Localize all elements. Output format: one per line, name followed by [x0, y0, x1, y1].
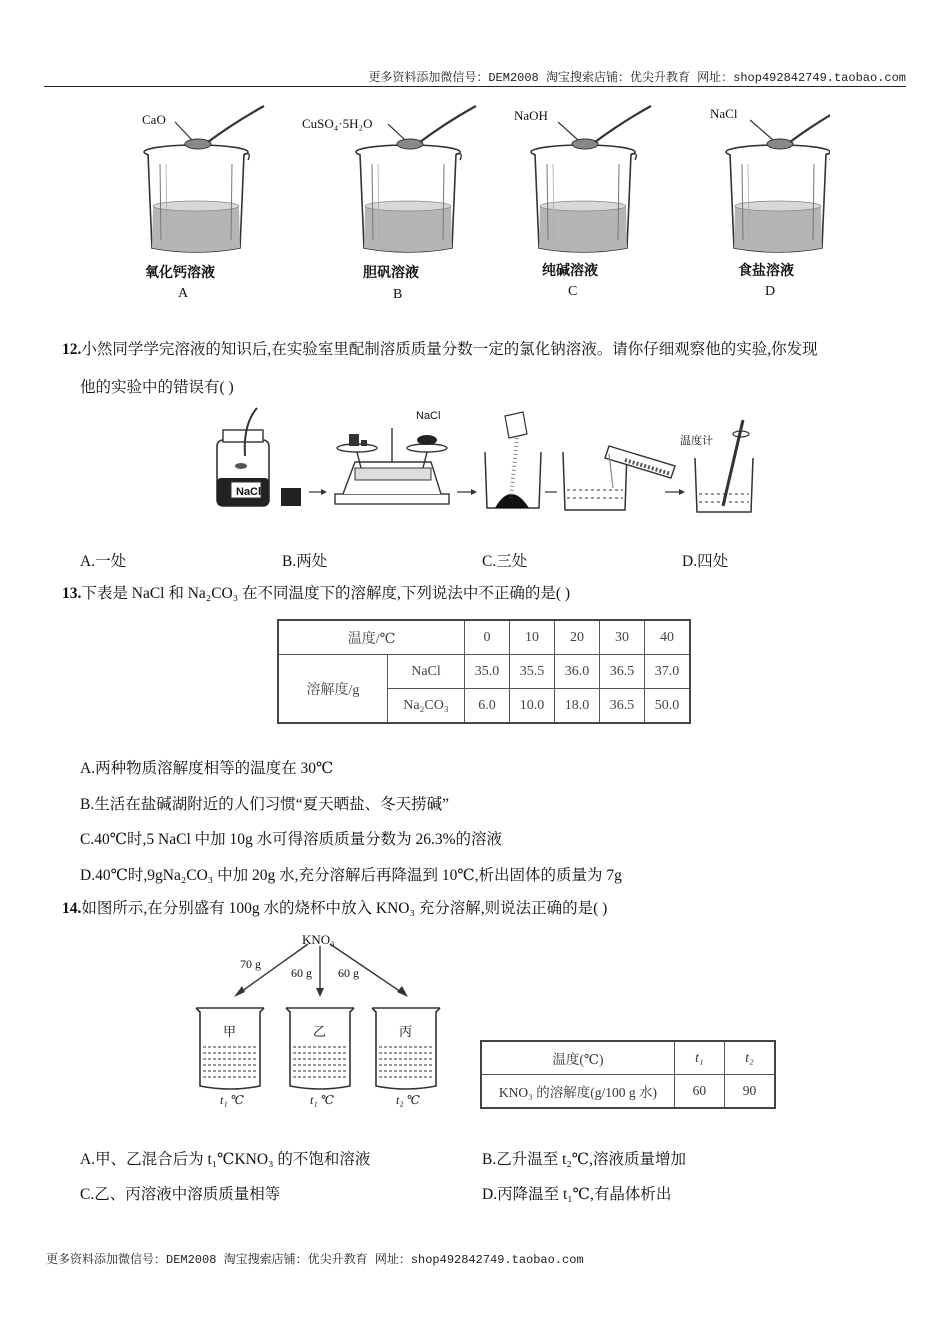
temp-40: 40	[645, 620, 691, 655]
q12-text: 小然同学学完溶液的知识后,在实验室里配制溶质质量分数一定的氯化钠溶液。请你仔细观察他的实验,你发现	[81, 341, 818, 358]
q13-solubility-table	[277, 619, 691, 724]
mass-yi: 60 g	[291, 966, 312, 980]
thermometer-label: 温度计	[680, 434, 713, 447]
kno3-temp-header: 温度(℃)	[481, 1041, 674, 1075]
beaker-d-letter: D	[765, 284, 776, 299]
q12-option-a[interactable]: A.一处	[80, 553, 127, 570]
row-nacl-name: NaCl	[388, 655, 465, 689]
q13-option-c[interactable]: C.40℃时,5 NaCl 中加 10g 水可得溶质质量分数为 26.3%的溶液	[80, 831, 503, 848]
q14-option-a[interactable]: A.甲、乙混合后为 t₁℃KNO₃ 的不饱和溶液	[80, 1151, 371, 1168]
beaker-d-label: 食盐溶液	[738, 263, 794, 279]
cell: 50.0	[645, 689, 691, 724]
beaker-a-chem: CaO	[142, 112, 166, 127]
beaker-d	[726, 106, 830, 252]
q14-stem	[62, 899, 607, 919]
beaker-a-letter: A	[178, 286, 189, 301]
temp-10: 10	[510, 620, 555, 655]
beakers-figure	[130, 100, 830, 270]
beaker-a-label: 氧化钙溶液	[145, 265, 215, 281]
mass-bing: 60 g	[338, 966, 359, 980]
dish-label: NaCl	[416, 410, 441, 422]
beaker-b-letter: B	[393, 287, 403, 302]
mass-jia: 70 g	[240, 957, 261, 971]
temp-20: 20	[555, 620, 600, 655]
kno3-temp-t2: t₂	[724, 1041, 775, 1075]
cell: 10.0	[510, 689, 555, 724]
header-divider	[44, 86, 906, 87]
beaker-jia-name: 甲	[223, 1024, 237, 1039]
q12-option-c[interactable]: C.三处	[482, 553, 528, 570]
beaker-pour-solid	[485, 412, 541, 508]
beaker-yi-name: 乙	[313, 1024, 327, 1039]
temp-0: 0	[465, 620, 510, 655]
jar-stopper	[281, 488, 301, 506]
q12-number: 12.	[62, 341, 82, 358]
beaker-jia-temp: t₁ ℃	[220, 1093, 244, 1107]
q14-option-d[interactable]: D.丙降温至 t₁℃,有晶体析出	[482, 1186, 672, 1203]
beaker-c-letter: C	[568, 284, 578, 299]
kno3-temp-t1: t₁	[674, 1041, 724, 1075]
q13-option-a[interactable]: A.两种物质溶解度相等的温度在 30℃	[80, 760, 334, 777]
kno3-solubility-header: KNO₃ 的溶解度(g/100 g 水)	[481, 1075, 674, 1109]
cell: 36.5	[600, 655, 645, 689]
q14-text: 如图所示,在分别盛有 100g 水的烧杯中放入 KNO₃ 充分溶解,则说法正确的是( )	[81, 900, 608, 917]
cell: 36.5	[600, 689, 645, 724]
beaker-b	[356, 106, 476, 252]
beaker-c-chem: NaOH	[514, 108, 548, 123]
cell: 18.0	[555, 689, 600, 724]
cell: 35.5	[510, 655, 555, 689]
q12-stem-line2: 他的实验中的错误有( )	[80, 379, 234, 396]
q12-stem-line1	[62, 340, 818, 360]
q13-option-b[interactable]: B.生活在盐碱湖附近的人们习惯“夏天晒盐、冬天捞碱”	[80, 796, 449, 813]
q14-number: 14.	[62, 900, 82, 917]
beaker-c	[531, 106, 651, 252]
q13-text: 下表是 NaCl 和 Na₂CO₃ 在不同温度下的溶解度,下列说法中不正确的是( )	[81, 585, 571, 602]
cell: 6.0	[465, 689, 510, 724]
q12-option-b[interactable]: B.两处	[282, 553, 328, 570]
q13-stem	[62, 584, 570, 604]
beaker-bing-name: 丙	[399, 1024, 413, 1039]
page-footer: 更多资料添加微信号：DEM2008 淘宝搜索店铺：优尖升教育 网址：shop492842749.taobao.com	[46, 1253, 584, 1267]
q14-option-c[interactable]: C.乙、丙溶液中溶质质量相等	[80, 1186, 281, 1203]
row-na2co3-name: Na₂CO₃	[388, 689, 465, 724]
beaker-b-label: 胆矾溶液	[363, 265, 419, 281]
beaker-c-label: 纯碱溶液	[542, 263, 598, 279]
temp-30: 30	[600, 620, 645, 655]
page-header: 更多资料添加微信号：DEM2008 淘宝搜索店铺：优尖升教育 网址：shop492842749.taobao.com	[368, 71, 906, 85]
kno3-source: KNO₃	[302, 932, 335, 947]
solubility-header: 溶解度/g	[278, 655, 388, 724]
kno3-solubility-t2: 90	[724, 1075, 775, 1109]
q12-experiment-figure	[205, 404, 765, 520]
beaker-pour-water	[563, 446, 675, 510]
kno3-solubility-t1: 60	[674, 1075, 724, 1109]
q13-option-d[interactable]: D.40℃时,9gNa₂CO₃ 中加 20g 水,充分溶解后再降温到 10℃,析出固体的质量为 7g	[80, 867, 622, 884]
q14-option-b[interactable]: B.乙升温至 t₂℃,溶液质量增加	[482, 1151, 687, 1168]
temp-header: 温度/℃	[278, 620, 465, 655]
beaker-b-chem: CuSO₄·5H₂O	[302, 116, 373, 131]
cell: 37.0	[645, 655, 691, 689]
q14-beakers-figure	[190, 930, 460, 1110]
beaker-d-chem: NaCl	[710, 106, 738, 121]
balance	[335, 428, 449, 504]
jar-label: NaCl	[236, 486, 262, 498]
beaker-yi-temp: t₁ ℃	[310, 1093, 334, 1107]
q12-option-d[interactable]: D.四处	[682, 553, 729, 570]
cell: 35.0	[465, 655, 510, 689]
q14-solubility-table	[480, 1040, 776, 1109]
cell: 36.0	[555, 655, 600, 689]
q13-number: 13.	[62, 585, 82, 602]
beaker-bing-temp: t₂ ℃	[396, 1093, 420, 1107]
